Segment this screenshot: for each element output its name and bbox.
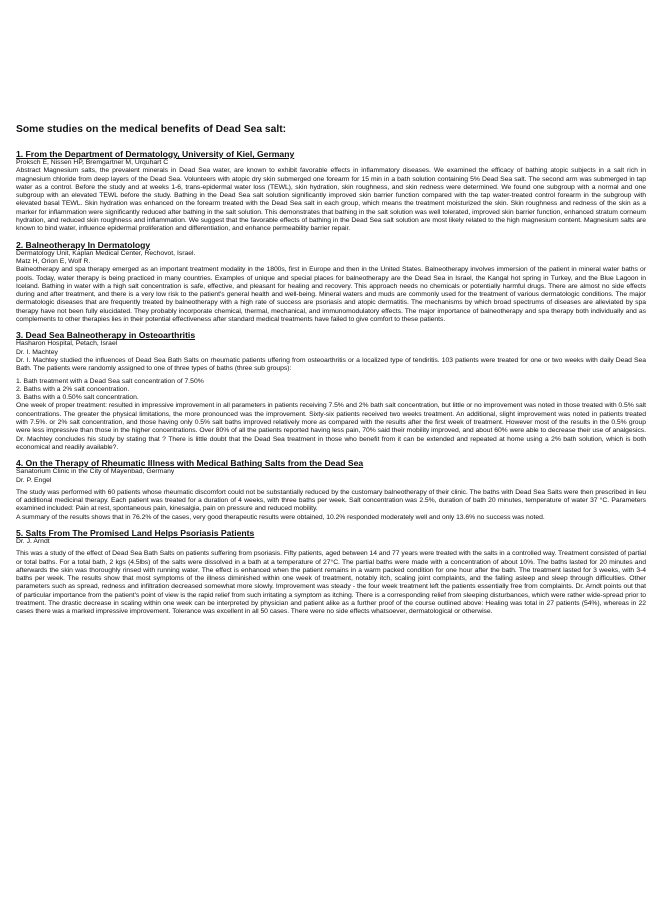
section-authors: Dr. P. Engel bbox=[16, 476, 52, 484]
section-body: Balneotherapy and spa therapy emerged as an important treatment modality in the 1800s, first in Europe and then in the United States. Balneotherapy involves immersion of the patient in mineral water baths or pools. Today, water therapy is being practiced in many countries. Examples of unique and special places for balneotherapy are the Dead Sea in Israel, the Kangal hot spring in Turkey, and the Blue Lagoon in Iceland. Bathing in water with a high salt concentration is safe, effective, and pleasant for healing and recovery. This approach needs no chemicals or potentially harmful drugs. There are almost no side effects during and after treatment, and there is a very low risk to the patient's general health and well-being. Mineral waters and muds are commonly used for the treatment of various dermatologic conditions. The major dermatologic diseases that are frequently treated by balneotherapy with a high rate of success are psoriasis and atopic dermatitis. The mechanisms by which broad spectrums of diseases are alleviated by spa therapy have not been fully elucidated. They probably incorporate chemical, thermal, mechanical, and immunomodulatory effects. The major importance of balneotherapy and spa therapy both individually and as complements to other therapies lies in their potential effectiveness after standard medical treatments have failed to give comfort to these patients. bbox=[16, 266, 646, 324]
study-section-2 bbox=[16, 240, 646, 325]
study-section-5 bbox=[16, 528, 646, 617]
section-institution: Sanatorium Clinic in the City of Mayenbad, Germany bbox=[16, 468, 175, 476]
section-heading: 5. Salts From The Promised Land Helps Psoriasis Patients bbox=[16, 527, 255, 538]
section-heading: 1. From the Department of Dermatology, University of Kiel, Germany bbox=[16, 149, 295, 159]
section-body: This was a study of the effect of Dead Sea Bath Salts on patients suffering from psoriasis. Fifty patients, aged between 14 and 77 years were treated with the salts in a controlled way. Treatment consisted of partial or total baths. For a total bath, 2 kgs (4.5lbs) of the salts were dissolved in a bath at a temperature of 27°C. The partial baths were made with a concentration of about 10%. The baths lasted for 20 minutes and afterwards the skin was thoroughly rinsed with running water. The effect is enhanced when the patient remains in a warm packed condition for one hour after the bath. The treatment lasted for 3 weeks, with 3-4 baths per week. The results show that most symptoms of the illness diminished within one week of treatment, notably itch, scaling joint complaints, and the falling asleep and sleep through difficulties. Other parameters such as spread, redness and infiltration decreased somewhat more slowly. Improvement was steady - the four week treatment left the patients essentially free from complaints. Dr. Arndt points out that of particular importance from the patient's point of view is the rapid relief from such irritating a symptom as itching. There is a corresponding relief from sleeping disturbances, which were rather wide-spread prior to treatment. The drastic decrease in scaling within one week can be interpreted by physician and patient alike as a further proof of the course outlined above: Healing was total in 27 patients (54%), whereas in 22 cases there was a marked impressive improvement. Tolerance was excellent in all 50 cases. There were no side effects whatsoever, dermatological or otherwise. bbox=[16, 550, 646, 616]
section-authors: Matz H, Orion E, Wolf R. bbox=[16, 257, 91, 265]
study-section-4 bbox=[16, 458, 646, 522]
section-institution: Hasharon Hospital, Petach, Israel bbox=[16, 340, 118, 348]
document-title: Some studies on the medical benefits of Dead Sea salt: bbox=[16, 124, 287, 135]
section-body: Dr. I. Machtey studied the influences of Dead Sea Bath Salts on rheumatic patients uffering from osteoarthritis or a localized type of tendiritis. 103 patients were treated for one or two weeks with daily Dead Sea Bath. The patients were randomly assigned to one of three types of baths (three sub groups): bbox=[16, 356, 646, 373]
bath-types-list bbox=[16, 378, 646, 403]
document-page bbox=[16, 124, 646, 623]
section-institution: Dermatology Unit, Kaplan Medical Center, Rechovot, Israel. bbox=[16, 249, 196, 257]
section-heading: 3. Dead Sea Balneotherapy in Osteoarthritis bbox=[16, 330, 196, 341]
section-authors: Proksch E, Nissen HP, Bremgartner M, Urquhart C bbox=[16, 159, 169, 166]
section-authors: Dr. J. Arndt bbox=[16, 537, 50, 545]
section-authors: Dr. I. Machtey bbox=[16, 348, 58, 356]
section-summary: A summary of the results shows that in 76.2% of the cases, very good therapeutic results were obtained, 10.2% responded moderately well and only 13.6% no success was noted. bbox=[16, 513, 545, 521]
list-item: 2. Baths with a 2% salt concentration. bbox=[16, 385, 130, 393]
section-body: The study was performed with 60 patients whose rheumatic discomfort could not be substantially reduced by the customary balneotherapy of their clinic. The baths with Dead Sea Salts were then prescribed in lieu of additional medicinal therapy. Each patient was treated for a duration of 4 weeks, with three baths per week. Salt concentration was 2.5%, duration of bath 20 minutes, temperature of water 37 °C. Parameters examined included: Pain at rest, spontaneous pain, kinesalgia, pain on pressure and reduced mobility. bbox=[16, 488, 646, 513]
section-heading: 2. Balneotherapy In Dermatology bbox=[16, 239, 151, 250]
study-section-3 bbox=[16, 330, 646, 452]
study-section-1 bbox=[16, 149, 646, 234]
list-item: 1. Bath treatment with a Dead Sea salt concentration of 7.50% bbox=[16, 377, 204, 385]
section-body: Abstract Magnesium salts, the prevalent minerals in Dead Sea water, are known to exhibit favorable effects in inflammatory diseases. We examined the efficacy of bathing atopic subjects in a salt rich in magnesium chloride from deep layers of the Dead Sea. Volunteers with atopic dry skin submerged one forearm for 15 min in a bath solution containing 5% Dead Sea salt. The second arm was submerged in tap water as a control. Before the study and at weeks 1-6, trans-epidermal water loss (TEWL), skin hydration, skin roughness, and skin redness were determined. We found one subgroup with a normal and one subgroup with an elevated TEWL before the study. Bathing in the Dead Sea salt solution significantly improved skin barrier function compared with the tap water-treated control forearm in the subgroup with elevated basal TEWL. Skin hydration was enhanced on the forearm treated with the Dead Sea salt in each group, which means the treatment moisturized the skin. Skin roughness and redness of the skin as a marker for inflammation were significantly reduced after bathing in the salt solution. This demonstrates that bathing in the salt solution was well tolerated, improved skin barrier function, enhanced stratum corneum hydration, and reduced skin roughness and inflammation. We suggest that the favorable effects of bathing in the Dead Sea salt solution are most likely related to the high magnesium content. Magnesium salts are known to bind water, influence epidermal proliferation and differentiation, and enhance permeability barrier repair. bbox=[16, 167, 646, 233]
section-heading: 4. On the Therapy of Rheumatic Illness with Medical Bathing Salts from the Dead Sea bbox=[16, 458, 364, 469]
list-item: 3. Baths with a 0.50% salt concentration. bbox=[16, 394, 139, 402]
section-body-continued: One week of proper treatment: resulted in impressive improvement in all parameters in patients receiving 7.5% and 2% bath salt concentration, but little or no improvement was noted in those treated with 0.5% salt concentrations. The greater the physical limitations, the more pronounced was the improvement. Sixty-six patients received two weeks treatment. An additional, slight improvement was noted in patients treated with 7.5%. or 2% salt concentration, and those having only 0.5% salt baths improved relatively more as compared with the results after the first week of treatment. However most of the results in the 0.5% group were less impressive than those in the higher concentrations. Over 80% of all the patients reported having less pain, 70% said their mobility improved, and about 60% were able to decrease their use of analgesics. Dr. Machtey concludes his study by stating that ? There is little doubt that the Dead Sea treatment in those who benefit from it can be extended and repeated at home using a 2% bath solution, which is both economical and readily available?. bbox=[16, 402, 646, 451]
